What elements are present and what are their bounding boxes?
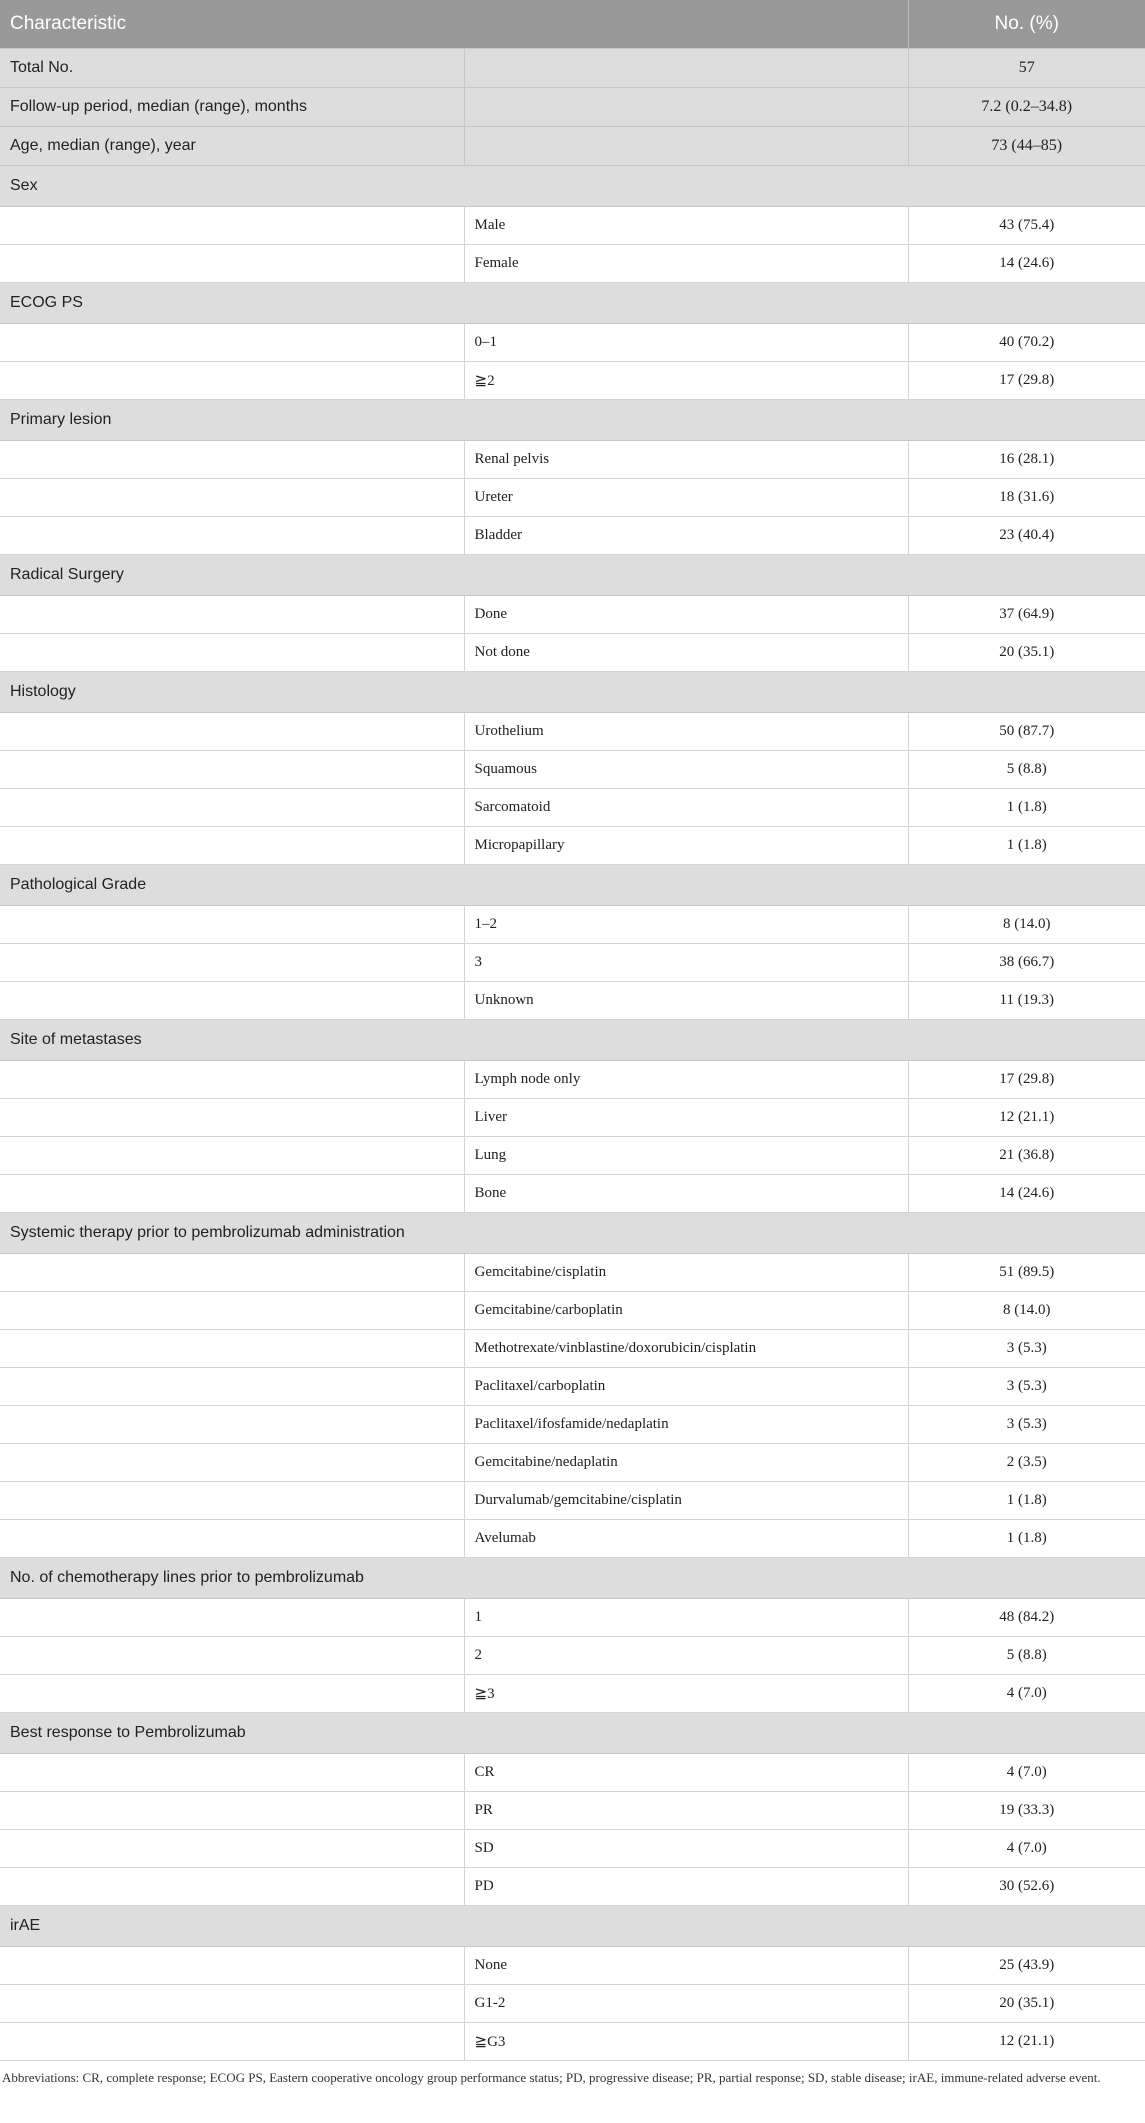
summary-empty-cell: [464, 49, 908, 88]
group-header-row: [0, 1713, 1145, 1754]
row-value: 12 (21.1): [908, 1099, 1145, 1137]
group-header-row: [0, 400, 1145, 441]
row-empty-cell: [0, 1754, 464, 1792]
row-empty-cell: [0, 1599, 464, 1637]
row-value: 51 (89.5): [908, 1254, 1145, 1292]
row-value: 4 (7.0): [908, 1830, 1145, 1868]
row-value: 3 (5.3): [908, 1368, 1145, 1406]
row-label: Liver: [464, 1099, 908, 1137]
row-label: PR: [464, 1792, 908, 1830]
row-value: 17 (29.8): [908, 1061, 1145, 1099]
row-label: Renal pelvis: [464, 441, 908, 479]
row-label: CR: [464, 1754, 908, 1792]
group-header-row: [0, 1213, 1145, 1254]
row-label: Done: [464, 596, 908, 634]
row-empty-cell: [0, 789, 464, 827]
row-label: Ureter: [464, 479, 908, 517]
table-row: [0, 1520, 1145, 1558]
group-title: irAE: [0, 1906, 1145, 1947]
row-value: 4 (7.0): [908, 1754, 1145, 1792]
footnote: Abbreviations: CR, complete response; ECOG PS, Eastern cooperative oncology group performance status; PD, progressive disease; PR, partial response; SD, stable disease; irAE, immune-related adverse event.: [2, 2070, 1101, 2085]
row-label: Bladder: [464, 517, 908, 555]
row-empty-cell: [0, 1368, 464, 1406]
row-value: 8 (14.0): [908, 1292, 1145, 1330]
row-value: 37 (64.9): [908, 596, 1145, 634]
row-empty-cell: [0, 1637, 464, 1675]
table-row: [0, 596, 1145, 634]
row-value: 25 (43.9): [908, 1947, 1145, 1985]
table-row: [0, 1482, 1145, 1520]
row-label: 1–2: [464, 906, 908, 944]
row-value: 20 (35.1): [908, 634, 1145, 672]
row-empty-cell: [0, 982, 464, 1020]
table-row: [0, 1830, 1145, 1868]
row-empty-cell: [0, 517, 464, 555]
row-label: Female: [464, 245, 908, 283]
row-value: 30 (52.6): [908, 1868, 1145, 1906]
table-row: [0, 1675, 1145, 1713]
group-title: Best response to Pembrolizumab: [0, 1713, 1145, 1754]
row-label: SD: [464, 1830, 908, 1868]
header-characteristic: Characteristic: [0, 0, 908, 49]
row-label: None: [464, 1947, 908, 1985]
row-label: ≧3: [464, 1675, 908, 1713]
row-empty-cell: [0, 1520, 464, 1558]
table-row: [0, 1985, 1145, 2023]
group-title: Systemic therapy prior to pembrolizumab administration: [0, 1213, 1145, 1254]
row-empty-cell: [0, 1175, 464, 1213]
group-header-row: [0, 865, 1145, 906]
row-value: 20 (35.1): [908, 1985, 1145, 2023]
group-header-row: [0, 555, 1145, 596]
row-value: 3 (5.3): [908, 1406, 1145, 1444]
row-value: 18 (31.6): [908, 479, 1145, 517]
table-row: [0, 1868, 1145, 1906]
row-label: ≧G3: [464, 2023, 908, 2061]
table-row: [0, 906, 1145, 944]
row-empty-cell: [0, 1406, 464, 1444]
row-empty-cell: [0, 1444, 464, 1482]
row-empty-cell: [0, 713, 464, 751]
row-label: Squamous: [464, 751, 908, 789]
group-header-row: [0, 283, 1145, 324]
row-value: 3 (5.3): [908, 1330, 1145, 1368]
table-row: [0, 1175, 1145, 1213]
row-value: 38 (66.7): [908, 944, 1145, 982]
row-value: 23 (40.4): [908, 517, 1145, 555]
row-value: 4 (7.0): [908, 1675, 1145, 1713]
row-empty-cell: [0, 441, 464, 479]
row-label: Methotrexate/vinblastine/doxorubicin/cisplatin: [464, 1330, 908, 1368]
row-value: 5 (8.8): [908, 1637, 1145, 1675]
row-empty-cell: [0, 1330, 464, 1368]
row-label: Micropapillary: [464, 827, 908, 865]
row-empty-cell: [0, 2023, 464, 2061]
table-row: [0, 982, 1145, 1020]
group-title: No. of chemotherapy lines prior to pembrolizumab: [0, 1558, 1145, 1599]
summary-label: Age, median (range), year: [0, 127, 464, 166]
row-label: G1-2: [464, 1985, 908, 2023]
row-value: 1 (1.8): [908, 789, 1145, 827]
table-row: [0, 789, 1145, 827]
row-value: 16 (28.1): [908, 441, 1145, 479]
table-row: [0, 2023, 1145, 2061]
row-empty-cell: [0, 207, 464, 245]
row-label: Urothelium: [464, 713, 908, 751]
table-row: [0, 634, 1145, 672]
table-row: [0, 324, 1145, 362]
row-label: Unknown: [464, 982, 908, 1020]
table-row: [0, 1292, 1145, 1330]
row-empty-cell: [0, 1482, 464, 1520]
group-header-row: [0, 1020, 1145, 1061]
row-value: 2 (3.5): [908, 1444, 1145, 1482]
row-label: Paclitaxel/ifosfamide/nedaplatin: [464, 1406, 908, 1444]
row-value: 50 (87.7): [908, 713, 1145, 751]
row-empty-cell: [0, 944, 464, 982]
row-empty-cell: [0, 1868, 464, 1906]
row-value: 40 (70.2): [908, 324, 1145, 362]
summary-label: Follow-up period, median (range), months: [0, 88, 464, 127]
group-title: Site of metastases: [0, 1020, 1145, 1061]
row-label: Bone: [464, 1175, 908, 1213]
row-label: 2: [464, 1637, 908, 1675]
row-label: 0–1: [464, 324, 908, 362]
table-row: [0, 1792, 1145, 1830]
row-value: 1 (1.8): [908, 1520, 1145, 1558]
row-label: Lung: [464, 1137, 908, 1175]
table-row: [0, 1254, 1145, 1292]
row-empty-cell: [0, 1675, 464, 1713]
table-row: [0, 751, 1145, 789]
table-row: [0, 1444, 1145, 1482]
summary-value: 73 (44–85): [908, 127, 1145, 166]
table-row: [0, 1599, 1145, 1637]
row-value: 1 (1.8): [908, 1482, 1145, 1520]
group-title: Pathological Grade: [0, 865, 1145, 906]
row-empty-cell: [0, 827, 464, 865]
row-value: 8 (14.0): [908, 906, 1145, 944]
row-value: 17 (29.8): [908, 362, 1145, 400]
row-value: 14 (24.6): [908, 245, 1145, 283]
row-label: Lymph node only: [464, 1061, 908, 1099]
row-label: Male: [464, 207, 908, 245]
summary-row: [0, 88, 1145, 127]
row-label: Durvalumab/gemcitabine/cisplatin: [464, 1482, 908, 1520]
table-body: [0, 49, 1145, 2061]
group-header-row: [0, 1906, 1145, 1947]
row-empty-cell: [0, 1137, 464, 1175]
row-value: 21 (36.8): [908, 1137, 1145, 1175]
row-empty-cell: [0, 245, 464, 283]
table-row: [0, 944, 1145, 982]
row-label: Sarcomatoid: [464, 789, 908, 827]
header-value: No. (%): [908, 0, 1145, 49]
row-empty-cell: [0, 1830, 464, 1868]
table-row: [0, 207, 1145, 245]
row-label: Gemcitabine/cisplatin: [464, 1254, 908, 1292]
row-value: 12 (21.1): [908, 2023, 1145, 2061]
table-row: [0, 1061, 1145, 1099]
row-value: 14 (24.6): [908, 1175, 1145, 1213]
table-row: [0, 479, 1145, 517]
group-title: Primary lesion: [0, 400, 1145, 441]
summary-row: [0, 127, 1145, 166]
table-row: [0, 245, 1145, 283]
table-header: [0, 0, 1145, 49]
row-value: 43 (75.4): [908, 207, 1145, 245]
group-title: Radical Surgery: [0, 555, 1145, 596]
table-row: [0, 827, 1145, 865]
summary-empty-cell: [464, 88, 908, 127]
row-empty-cell: [0, 1947, 464, 1985]
table-row: [0, 1406, 1145, 1444]
row-label: 3: [464, 944, 908, 982]
group-header-row: [0, 672, 1145, 713]
row-label: PD: [464, 1868, 908, 1906]
row-empty-cell: [0, 1985, 464, 2023]
row-label: 1: [464, 1599, 908, 1637]
table-row: [0, 517, 1145, 555]
summary-value: 57: [908, 49, 1145, 88]
table-row: [0, 1099, 1145, 1137]
row-empty-cell: [0, 1254, 464, 1292]
row-empty-cell: [0, 1061, 464, 1099]
row-empty-cell: [0, 479, 464, 517]
row-empty-cell: [0, 634, 464, 672]
row-label: Paclitaxel/carboplatin: [464, 1368, 908, 1406]
row-label: Avelumab: [464, 1520, 908, 1558]
table-row: [0, 1330, 1145, 1368]
row-empty-cell: [0, 596, 464, 634]
row-empty-cell: [0, 751, 464, 789]
group-title: Sex: [0, 166, 1145, 207]
row-label: ≧2: [464, 362, 908, 400]
table-row: [0, 1947, 1145, 1985]
row-empty-cell: [0, 1292, 464, 1330]
group-title: Histology: [0, 672, 1145, 713]
row-label: Gemcitabine/carboplatin: [464, 1292, 908, 1330]
group-header-row: [0, 1558, 1145, 1599]
summary-label: Total No.: [0, 49, 464, 88]
table-row: [0, 713, 1145, 751]
table-row: [0, 1368, 1145, 1406]
table-row: [0, 362, 1145, 400]
table-row: [0, 1137, 1145, 1175]
row-value: 11 (19.3): [908, 982, 1145, 1020]
group-header-row: [0, 166, 1145, 207]
row-label: Gemcitabine/nedaplatin: [464, 1444, 908, 1482]
row-value: 5 (8.8): [908, 751, 1145, 789]
summary-row: [0, 49, 1145, 88]
row-empty-cell: [0, 1792, 464, 1830]
summary-empty-cell: [464, 127, 908, 166]
row-value: 48 (84.2): [908, 1599, 1145, 1637]
row-empty-cell: [0, 324, 464, 362]
table-row: [0, 1637, 1145, 1675]
row-value: 1 (1.8): [908, 827, 1145, 865]
row-empty-cell: [0, 362, 464, 400]
group-title: ECOG PS: [0, 283, 1145, 324]
row-value: 19 (33.3): [908, 1792, 1145, 1830]
table-row: [0, 1754, 1145, 1792]
summary-value: 7.2 (0.2–34.8): [908, 88, 1145, 127]
table-row: [0, 441, 1145, 479]
row-empty-cell: [0, 1099, 464, 1137]
row-label: Not done: [464, 634, 908, 672]
row-empty-cell: [0, 906, 464, 944]
